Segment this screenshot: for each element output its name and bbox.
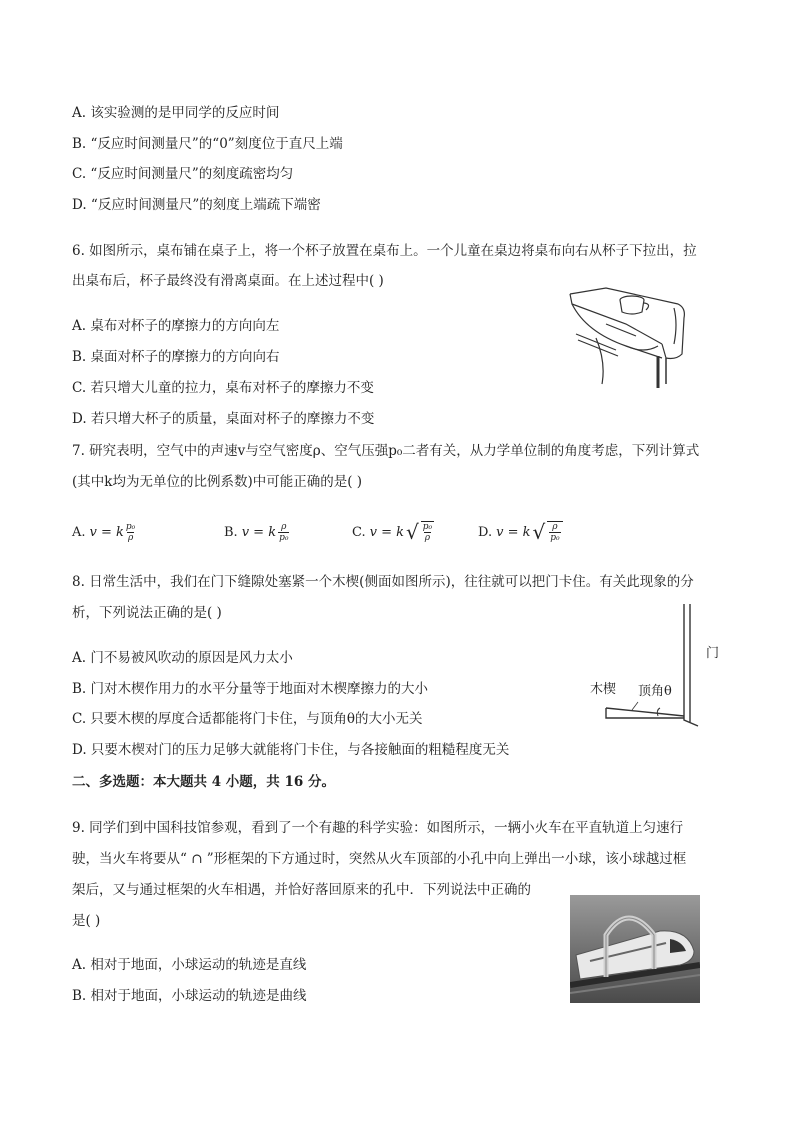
q7-denominator: p₀: [550, 533, 560, 543]
q7-option-b: [224, 512, 289, 552]
q7-option-label: D.: [478, 524, 493, 540]
q8-option-d: D. 只要木楔对门的压力足够大就能将门卡住，与各接触面的粗糙程度无关: [72, 742, 510, 758]
door-label: 门: [706, 646, 720, 661]
q7-formula-lhs: v = k: [89, 524, 124, 540]
q7-option-c: [352, 512, 434, 552]
q8-stem-line1: 8. 日常生活中，我们在门下缝隙处塞紧一个木楔(侧面如图所示)，往往就可以把门卡住。有关此现象的分: [72, 574, 694, 590]
q5-option-d: D. “反应时间测量尺”的刻度上端疏下端密: [72, 197, 321, 213]
angle-label: 顶角θ: [638, 684, 672, 699]
q7-numerator: p₀: [125, 521, 136, 532]
q7-numerator: p₀: [422, 522, 433, 532]
q5-option-a: A. 该实验测的是甲同学的反应时间: [72, 105, 280, 121]
q7-option-label: C.: [352, 524, 366, 540]
q7-denominator: ρ: [424, 533, 431, 543]
table-cloth-cup-figure: [566, 284, 696, 390]
q7-numerator: ρ: [552, 522, 558, 532]
q7-formula-lhs: v = k: [369, 524, 405, 540]
q7-option-label: A.: [72, 524, 86, 540]
q9-option-a: A. 相对于地面，小球运动的轨迹是直线: [72, 957, 307, 973]
q7-stem-line1: 7. 研究表明，空气中的声速v与空气密度ρ、空气压强p₀二者有关，从力学单位制的角度考虑，下列计算式: [72, 443, 700, 459]
q5-option-c: C. “反应时间测量尺”的刻度疏密均匀: [72, 166, 294, 182]
q8-stem-line2: 析，下列说法正确的是( ): [72, 605, 222, 621]
q8-option-b: B. 门对木楔作用力的水平分量等于地面对木楔摩擦力的大小: [72, 681, 429, 697]
q7-denominator: p₀: [279, 532, 289, 543]
q6-stem-line1: 6. 如图所示，桌布铺在桌子上，将一个杯子放置在桌布上。一个儿童在桌边将桌布向右从杯子下拉出，拉: [72, 243, 697, 259]
q7-numerator: ρ: [281, 521, 287, 532]
q6-option-b: B. 桌面对杯子的摩擦力的方向向右: [72, 349, 280, 365]
q7-fraction: [547, 521, 562, 543]
q7-formula-options: [72, 512, 592, 552]
section-header: [72, 772, 335, 792]
sqrt-icon: √: [532, 520, 546, 544]
q6-option-d: D. 若只增大杯子的质量，桌面对杯子的摩擦力不变: [72, 411, 375, 427]
q7-fraction: [421, 521, 434, 543]
wedge-label: 木楔: [590, 682, 617, 697]
q9-stem-line3: 架后，又与通过框架的火车相遇，并恰好落回原来的孔中．下列说法中正确的: [72, 882, 531, 898]
q9-stem-line1: 9. 同学们到中国科技馆参观，看到了一个有趣的科学实验：如图所示，一辆小火车在平直轨道上匀速行: [72, 820, 684, 836]
cup-icon: [620, 296, 649, 314]
q6-option-c: C. 若只增大儿童的拉力，桌布对杯子的摩擦力不变: [72, 380, 374, 396]
q7-fraction: [278, 522, 289, 543]
q5-option-b: B. “反应时间测量尺”的“0”刻度位于直尺上端: [72, 136, 343, 152]
q7-stem-line2: (其中k均为无单位的比例系数)中可能正确的是( ): [72, 474, 363, 490]
q9-stem-line2: 驶，当火车将要从“ ∩ ”形框架的下方通过时，突然从火车顶部的小孔中向上弹出一小球，该小球越过框: [72, 851, 687, 867]
section-desc: 本大题共 4 小题，共 16 分。: [153, 774, 335, 790]
q7-option-a: [72, 512, 135, 552]
q7-fraction: [126, 522, 135, 543]
section-title: 二、多选题：: [72, 774, 153, 790]
q8-option-a: A. 门不易被风吹动的原因是风力太小: [72, 650, 293, 666]
train-arch-photo: [570, 895, 700, 1003]
q7-option-d: [478, 512, 563, 552]
q9-stem-line4: 是( ): [72, 913, 101, 929]
q7-option-label: B.: [224, 524, 238, 540]
q6-option-a: A. 桌布对杯子的摩擦力的方向向左: [72, 318, 280, 334]
door-wedge-figure: [588, 602, 728, 742]
q8-option-c: C. 只要木楔的厚度合适都能将门卡住，与顶角θ的大小无关: [72, 711, 423, 727]
q6-stem-line2: 出桌布后，杯子最终没有滑离桌面。在上述过程中( ): [72, 273, 384, 289]
q7-formula-lhs: v = k: [496, 524, 531, 540]
q7-formula-lhs: v = k: [241, 524, 277, 540]
q9-option-b: B. 相对于地面，小球运动的轨迹是曲线: [72, 988, 307, 1004]
sqrt-icon: √: [406, 520, 419, 544]
q7-denominator: ρ: [127, 532, 134, 543]
